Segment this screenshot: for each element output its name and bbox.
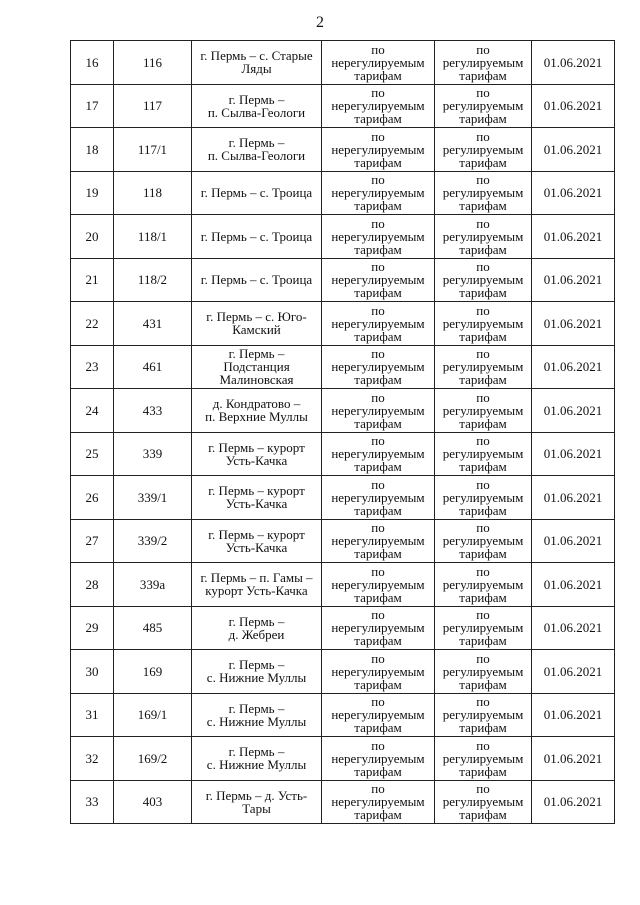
tariff-to-cell xyxy=(435,563,532,607)
route-number-cell: 339а xyxy=(114,563,192,607)
table-row xyxy=(71,128,615,172)
table-row xyxy=(71,476,615,520)
tariff-to-cell-line: тарифам xyxy=(459,154,507,170)
route-name-cell xyxy=(192,693,322,737)
route-name-cell-line: п. Верхние Муллы xyxy=(205,409,308,425)
tariff-from-cell-line: по xyxy=(371,85,385,101)
tariff-from-cell xyxy=(322,519,435,563)
tariff-to-cell-line: регулируемым xyxy=(442,576,524,592)
route-name-cell-line: г. Пермь – с. Старые xyxy=(200,48,313,64)
tariff-from-cell-line: по xyxy=(371,215,385,231)
tariff-from-cell-line: тарифам xyxy=(354,589,402,605)
route-name-cell-line: г. Пермь – с. Троица xyxy=(200,228,313,244)
tariff-from-cell-line: тарифам xyxy=(354,763,402,779)
tariff-to-cell-line: тарифам xyxy=(459,676,507,692)
tariff-from-cell xyxy=(322,650,435,694)
tariff-from-cell-line: по xyxy=(371,389,385,405)
date-cell: 01.06.2021 xyxy=(532,258,615,302)
route-name-cell-line: Тары xyxy=(242,800,271,816)
route-name-cell xyxy=(192,563,322,607)
route-number-cell: 118 xyxy=(114,171,192,215)
route-number-cell: 169 xyxy=(114,650,192,694)
tariff-from-cell-line: по xyxy=(371,302,385,318)
tariff-from-cell xyxy=(322,606,435,650)
tariff-from-cell-line: по xyxy=(371,476,385,492)
tariff-to-cell-line: по xyxy=(476,520,490,536)
route-name-cell-line: п. Сылва-Геологи xyxy=(207,148,306,164)
route-name-cell xyxy=(192,84,322,128)
tariff-to-cell-line: тарифам xyxy=(459,459,507,475)
tariff-from-cell xyxy=(322,563,435,607)
tariff-from-cell-line: нерегулируемым xyxy=(331,228,425,244)
tariff-to-cell-line: тарифам xyxy=(459,328,507,344)
tariff-from-cell-line: по xyxy=(371,650,385,666)
tariff-from-cell-line: нерегулируемым xyxy=(331,620,425,636)
tariff-to-cell-line: регулируемым xyxy=(442,402,524,418)
tariff-to-cell-line: тарифам xyxy=(459,415,507,431)
tariff-to-cell xyxy=(435,650,532,694)
route-name-cell-line: Малиновская xyxy=(219,372,294,388)
tariff-from-cell-line: нерегулируемым xyxy=(331,750,425,766)
route-name-cell xyxy=(192,606,322,650)
tariff-to-cell-line: регулируемым xyxy=(442,446,524,462)
table-row xyxy=(71,215,615,259)
tariff-from-cell-line: по xyxy=(371,128,385,144)
route-name-cell xyxy=(192,780,322,824)
table-row xyxy=(71,345,615,389)
route-name-cell-line: Усть-Качка xyxy=(225,452,288,468)
route-number-cell: 169/1 xyxy=(114,693,192,737)
tariff-from-cell-line: тарифам xyxy=(354,502,402,518)
route-number-cell: 118/1 xyxy=(114,215,192,259)
tariff-to-cell xyxy=(435,345,532,389)
tariff-to-cell-line: тарифам xyxy=(459,285,507,301)
tariff-from-cell-line: по xyxy=(371,41,385,57)
tariff-from-cell-line: нерегулируемым xyxy=(331,576,425,592)
row-index-cell: 19 xyxy=(71,171,114,215)
tariff-to-cell-line: тарифам xyxy=(459,111,507,127)
route-name-cell-line: г. Пермь – д. Усть- xyxy=(205,787,308,803)
route-name-cell-line: г. Пермь – xyxy=(228,613,285,629)
tariff-from-cell-line: нерегулируемым xyxy=(331,663,425,679)
tariff-to-cell xyxy=(435,302,532,346)
tariff-from-cell xyxy=(322,345,435,389)
table-row xyxy=(71,737,615,781)
tariff-from-cell-line: нерегулируемым xyxy=(331,185,425,201)
tariff-from-cell-line: тарифам xyxy=(354,546,402,562)
route-name-cell xyxy=(192,171,322,215)
tariff-from-cell xyxy=(322,693,435,737)
tariff-to-cell xyxy=(435,519,532,563)
route-name-cell-line: г. Пермь – xyxy=(228,744,285,760)
row-index-cell: 29 xyxy=(71,606,114,650)
tariff-from-cell-line: тарифам xyxy=(354,241,402,257)
tariff-to-cell-line: тарифам xyxy=(459,372,507,388)
tariff-to-cell-line: тарифам xyxy=(459,807,507,823)
tariff-from-cell-line: нерегулируемым xyxy=(331,272,425,288)
table-row xyxy=(71,563,615,607)
date-cell: 01.06.2021 xyxy=(532,563,615,607)
page-number: 2 xyxy=(316,14,324,31)
table-row xyxy=(71,780,615,824)
route-name-cell xyxy=(192,41,322,85)
route-number-cell: 339/2 xyxy=(114,519,192,563)
date-cell: 01.06.2021 xyxy=(532,302,615,346)
tariff-to-cell xyxy=(435,780,532,824)
route-name-cell-line: г. Пермь – с. Троица xyxy=(200,185,313,201)
route-number-cell: 485 xyxy=(114,606,192,650)
tariff-to-cell xyxy=(435,171,532,215)
tariff-to-cell-line: по xyxy=(476,346,490,362)
route-name-cell-line: г. Пермь – курорт xyxy=(208,439,305,455)
tariff-from-cell xyxy=(322,258,435,302)
date-cell: 01.06.2021 xyxy=(532,780,615,824)
route-name-cell xyxy=(192,519,322,563)
route-name-cell-line: г. Пермь – xyxy=(228,657,285,673)
tariff-from-cell-line: тарифам xyxy=(354,328,402,344)
row-index-cell: 26 xyxy=(71,476,114,520)
table-row xyxy=(71,606,615,650)
table-row xyxy=(71,171,615,215)
row-index-cell: 25 xyxy=(71,432,114,476)
tariff-from-cell-line: тарифам xyxy=(354,807,402,823)
route-name-cell-line: Подстанция xyxy=(223,359,290,375)
table-row xyxy=(71,389,615,433)
route-name-cell-line: с. Нижние Муллы xyxy=(206,713,307,729)
route-number-cell: 118/2 xyxy=(114,258,192,302)
tariff-from-cell-line: по xyxy=(371,781,385,797)
row-index-cell: 27 xyxy=(71,519,114,563)
route-name-cell-line: г. Пермь – с. Троица xyxy=(200,272,313,288)
tariff-from-cell-line: нерегулируемым xyxy=(331,446,425,462)
route-name-cell-line: п. Сылва-Геологи xyxy=(207,104,306,120)
table-row xyxy=(71,519,615,563)
table-row xyxy=(71,693,615,737)
route-name-cell xyxy=(192,389,322,433)
table-row xyxy=(71,650,615,694)
route-number-cell: 339 xyxy=(114,432,192,476)
row-index-cell: 31 xyxy=(71,693,114,737)
row-index-cell: 22 xyxy=(71,302,114,346)
route-name-cell-line: г. Пермь – с. Юго- xyxy=(206,309,307,325)
tariff-to-cell-line: по xyxy=(476,563,490,579)
tariff-from-cell-line: по xyxy=(371,172,385,188)
tariff-to-cell-line: тарифам xyxy=(459,546,507,562)
date-cell: 01.06.2021 xyxy=(532,41,615,85)
tariff-to-cell-line: тарифам xyxy=(459,502,507,518)
tariff-to-cell xyxy=(435,41,532,85)
tariff-to-cell-line: по xyxy=(476,215,490,231)
route-name-cell xyxy=(192,476,322,520)
tariff-from-cell-line: по xyxy=(371,563,385,579)
route-number-cell: 403 xyxy=(114,780,192,824)
tariff-to-cell-line: регулируемым xyxy=(442,315,524,331)
tariff-to-cell-line: тарифам xyxy=(459,589,507,605)
tariff-to-cell-line: регулируемым xyxy=(442,533,524,549)
tariff-from-cell xyxy=(322,302,435,346)
route-number-cell: 169/2 xyxy=(114,737,192,781)
date-cell: 01.06.2021 xyxy=(532,171,615,215)
tariff-from-cell-line: нерегулируемым xyxy=(331,707,425,723)
tariff-to-cell xyxy=(435,693,532,737)
tariff-to-cell-line: регулируемым xyxy=(442,272,524,288)
table-row xyxy=(71,84,615,128)
tariff-from-cell xyxy=(322,128,435,172)
tariff-to-cell xyxy=(435,128,532,172)
table-row xyxy=(71,432,615,476)
tariff-to-cell-line: регулируемым xyxy=(442,794,524,810)
tariff-from-cell-line: нерегулируемым xyxy=(331,141,425,157)
tariff-from-cell-line: тарифам xyxy=(354,154,402,170)
tariff-to-cell-line: по xyxy=(476,694,490,710)
tariff-from-cell-line: нерегулируемым xyxy=(331,315,425,331)
route-name-cell-line: курорт Усть-Качка xyxy=(205,583,308,599)
route-name-cell xyxy=(192,650,322,694)
route-number-cell: 339/1 xyxy=(114,476,192,520)
row-index-cell: 33 xyxy=(71,780,114,824)
tariff-from-cell-line: тарифам xyxy=(354,720,402,736)
tariff-from-cell-line: нерегулируемым xyxy=(331,54,425,70)
date-cell: 01.06.2021 xyxy=(532,606,615,650)
route-number-cell: 117 xyxy=(114,84,192,128)
tariff-from-cell-line: нерегулируемым xyxy=(331,98,425,114)
route-name-cell xyxy=(192,737,322,781)
route-number-cell: 431 xyxy=(114,302,192,346)
row-index-cell: 23 xyxy=(71,345,114,389)
tariff-from-cell-line: нерегулируемым xyxy=(331,794,425,810)
tariff-from-cell xyxy=(322,432,435,476)
tariff-from-cell-line: тарифам xyxy=(354,111,402,127)
tariff-to-cell-line: по xyxy=(476,259,490,275)
tariff-to-cell-line: регулируемым xyxy=(442,620,524,636)
row-index-cell: 21 xyxy=(71,258,114,302)
row-index-cell: 30 xyxy=(71,650,114,694)
row-index-cell: 32 xyxy=(71,737,114,781)
tariff-to-cell-line: по xyxy=(476,737,490,753)
tariff-from-cell-line: нерегулируемым xyxy=(331,359,425,375)
date-cell: 01.06.2021 xyxy=(532,389,615,433)
date-cell: 01.06.2021 xyxy=(532,519,615,563)
route-name-cell-line: г. Пермь – xyxy=(228,346,285,362)
route-name-cell-line: с. Нижние Муллы xyxy=(206,670,307,686)
row-index-cell: 17 xyxy=(71,84,114,128)
tariff-from-cell-line: тарифам xyxy=(354,67,402,83)
tariff-from-cell-line: тарифам xyxy=(354,285,402,301)
table-row xyxy=(71,302,615,346)
route-name-cell xyxy=(192,128,322,172)
route-name-cell-line: Ляды xyxy=(241,61,272,77)
tariff-from-cell-line: по xyxy=(371,694,385,710)
date-cell: 01.06.2021 xyxy=(532,432,615,476)
tariff-from-cell-line: тарифам xyxy=(354,198,402,214)
route-name-cell xyxy=(192,345,322,389)
date-cell: 01.06.2021 xyxy=(532,476,615,520)
tariff-to-cell-line: регулируемым xyxy=(442,707,524,723)
tariff-to-cell-line: регулируемым xyxy=(442,663,524,679)
route-number-cell: 433 xyxy=(114,389,192,433)
tariff-to-cell-line: регулируемым xyxy=(442,359,524,375)
route-name-cell xyxy=(192,302,322,346)
tariff-to-cell-line: по xyxy=(476,41,490,57)
tariff-to-cell xyxy=(435,389,532,433)
tariff-to-cell-line: регулируемым xyxy=(442,98,524,114)
tariff-to-cell-line: по xyxy=(476,433,490,449)
tariff-to-cell-line: регулируемым xyxy=(442,185,524,201)
tariff-to-cell xyxy=(435,215,532,259)
tariff-from-cell-line: по xyxy=(371,346,385,362)
tariff-from-cell-line: по xyxy=(371,433,385,449)
row-index-cell: 28 xyxy=(71,563,114,607)
tariff-to-cell-line: регулируемым xyxy=(442,54,524,70)
tariff-to-cell xyxy=(435,737,532,781)
route-name-cell-line: г. Пермь – п. Гамы – xyxy=(200,570,313,586)
date-cell: 01.06.2021 xyxy=(532,84,615,128)
tariff-from-cell-line: тарифам xyxy=(354,372,402,388)
route-name-cell-line: Усть-Качка xyxy=(225,539,288,555)
routes-table-body xyxy=(71,41,615,824)
date-cell: 01.06.2021 xyxy=(532,128,615,172)
route-name-cell xyxy=(192,432,322,476)
tariff-to-cell xyxy=(435,476,532,520)
date-cell: 01.06.2021 xyxy=(532,693,615,737)
tariff-to-cell-line: по xyxy=(476,128,490,144)
route-number-cell: 461 xyxy=(114,345,192,389)
tariff-from-cell-line: нерегулируемым xyxy=(331,533,425,549)
tariff-to-cell-line: по xyxy=(476,172,490,188)
tariff-to-cell-line: тарифам xyxy=(459,241,507,257)
tariff-from-cell xyxy=(322,389,435,433)
tariff-to-cell-line: регулируемым xyxy=(442,750,524,766)
tariff-from-cell xyxy=(322,84,435,128)
tariff-to-cell-line: по xyxy=(476,650,490,666)
route-name-cell-line: г. Пермь – xyxy=(228,91,285,107)
tariff-from-cell-line: тарифам xyxy=(354,459,402,475)
tariff-to-cell-line: по xyxy=(476,389,490,405)
tariff-to-cell-line: по xyxy=(476,476,490,492)
date-cell: 01.06.2021 xyxy=(532,737,615,781)
route-name-cell-line: г. Пермь – xyxy=(228,135,285,151)
tariff-to-cell-line: по xyxy=(476,781,490,797)
route-name-cell-line: Усть-Качка xyxy=(225,496,288,512)
date-cell: 01.06.2021 xyxy=(532,650,615,694)
tariff-from-cell-line: тарифам xyxy=(354,415,402,431)
route-name-cell-line: г. Пермь – курорт xyxy=(208,483,305,499)
date-cell: 01.06.2021 xyxy=(532,345,615,389)
route-name-cell-line: д. Кондратово – xyxy=(212,396,301,412)
date-cell: 01.06.2021 xyxy=(532,215,615,259)
route-number-cell: 116 xyxy=(114,41,192,85)
tariff-to-cell xyxy=(435,432,532,476)
tariff-to-cell-line: тарифам xyxy=(459,67,507,83)
tariff-from-cell-line: по xyxy=(371,259,385,275)
tariff-from-cell-line: нерегулируемым xyxy=(331,402,425,418)
tariff-to-cell-line: тарифам xyxy=(459,763,507,779)
tariff-to-cell-line: тарифам xyxy=(459,198,507,214)
tariff-to-cell-line: регулируемым xyxy=(442,141,524,157)
row-index-cell: 18 xyxy=(71,128,114,172)
route-name-cell-line: г. Пермь – xyxy=(228,700,285,716)
tariff-to-cell-line: регулируемым xyxy=(442,489,524,505)
tariff-from-cell xyxy=(322,215,435,259)
tariff-from-cell xyxy=(322,41,435,85)
tariff-to-cell-line: по xyxy=(476,607,490,623)
row-index-cell: 24 xyxy=(71,389,114,433)
tariff-to-cell-line: тарифам xyxy=(459,633,507,649)
routes-table xyxy=(70,40,615,824)
route-name-cell xyxy=(192,215,322,259)
tariff-to-cell-line: по xyxy=(476,302,490,318)
table-row xyxy=(71,258,615,302)
tariff-from-cell-line: по xyxy=(371,520,385,536)
route-name-cell-line: д. Жебреи xyxy=(228,626,285,642)
tariff-from-cell xyxy=(322,737,435,781)
tariff-from-cell-line: тарифам xyxy=(354,676,402,692)
route-name-cell-line: Камский xyxy=(232,322,281,338)
tariff-to-cell xyxy=(435,606,532,650)
tariff-to-cell xyxy=(435,84,532,128)
tariff-from-cell-line: тарифам xyxy=(354,633,402,649)
tariff-from-cell xyxy=(322,476,435,520)
tariff-from-cell-line: по xyxy=(371,737,385,753)
route-name-cell-line: г. Пермь – курорт xyxy=(208,526,305,542)
tariff-from-cell-line: нерегулируемым xyxy=(331,489,425,505)
route-name-cell xyxy=(192,258,322,302)
row-index-cell: 16 xyxy=(71,41,114,85)
tariff-to-cell-line: тарифам xyxy=(459,720,507,736)
row-index-cell: 20 xyxy=(71,215,114,259)
route-number-cell: 117/1 xyxy=(114,128,192,172)
tariff-to-cell-line: по xyxy=(476,85,490,101)
tariff-to-cell xyxy=(435,258,532,302)
tariff-from-cell xyxy=(322,171,435,215)
table-row xyxy=(71,41,615,85)
route-name-cell-line: с. Нижние Муллы xyxy=(206,757,307,773)
tariff-from-cell xyxy=(322,780,435,824)
tariff-from-cell-line: по xyxy=(371,607,385,623)
tariff-to-cell-line: регулируемым xyxy=(442,228,524,244)
